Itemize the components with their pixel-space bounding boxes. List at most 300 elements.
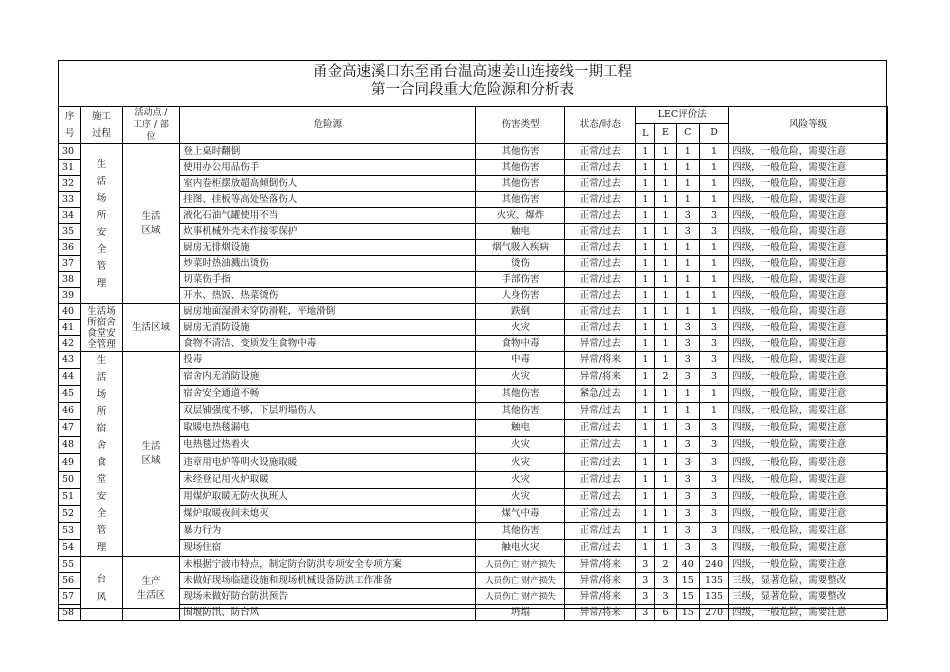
injury-type-cell: 火灾: [476, 471, 565, 488]
lec-d-cell: 1: [699, 160, 728, 176]
injury-type-cell: 其他伤害: [476, 403, 565, 420]
lec-c-cell: 15: [676, 573, 699, 589]
process-cell-line: 舍: [96, 440, 107, 451]
hazard-cell: 挂图、挂板等高处坠落伤人: [180, 192, 476, 208]
lec-e-cell: 1: [655, 505, 676, 522]
lec-d-cell: 3: [699, 420, 728, 437]
lec-e-cell: 1: [655, 522, 676, 539]
process-cell-line: 理: [96, 277, 107, 289]
state-cell: 正常/过去: [565, 304, 636, 320]
lec-c-cell: 15: [676, 589, 699, 605]
header-activity: 活动点 / 工序 / 部 位: [122, 107, 180, 144]
hazard-cell: 宿舍安全通道不畅: [180, 386, 476, 403]
lec-l-cell: 1: [636, 488, 655, 505]
lec-d-cell: 1: [699, 288, 728, 304]
process-cell-line: 宿: [96, 423, 107, 434]
table-row: [59, 539, 888, 556]
state-cell: 正常/过去: [565, 144, 636, 160]
lec-c-cell: 40: [676, 557, 699, 573]
lec-e-cell: 1: [655, 160, 676, 176]
lec-c-cell: 1: [676, 386, 699, 403]
row-number: 39: [59, 288, 81, 304]
lec-d-cell: 1: [699, 304, 728, 320]
lec-l-cell: 1: [636, 471, 655, 488]
table-row: [59, 160, 888, 176]
lec-c-cell: 1: [676, 403, 699, 420]
lec-l-cell: 1: [636, 256, 655, 272]
table-row: [59, 437, 888, 454]
row-number: 45: [59, 386, 81, 403]
row-number: 55: [59, 557, 81, 573]
lec-e-cell: 1: [655, 208, 676, 224]
hazard-cell: 炊事机械外壳未作接零保护: [180, 224, 476, 240]
table-row: [59, 420, 888, 437]
hazard-cell: 厨房地面湿滑未穿防滑鞋，平地滑倒: [180, 304, 476, 320]
table-row: [59, 256, 888, 272]
lec-l-cell: 1: [636, 208, 655, 224]
injury-type-cell: 中毒: [476, 352, 565, 369]
lec-l-cell: 3: [636, 573, 655, 589]
hazard-cell: 现场未做好防台防洪预告: [180, 589, 476, 605]
lec-c-cell: 1: [676, 240, 699, 256]
activity-area-cell-line: 生产: [141, 575, 161, 587]
risk-level-cell: 四级，一般危险，需要注意: [729, 454, 888, 471]
lec-e-cell: 1: [655, 144, 676, 160]
lec-c-cell: 3: [676, 336, 699, 352]
state-cell: 正常/过去: [565, 420, 636, 437]
row-number: 34: [59, 208, 81, 224]
lec-l-cell: 1: [636, 224, 655, 240]
table-row: [59, 589, 888, 605]
process-cell: [81, 304, 122, 352]
lec-c-cell: 1: [676, 256, 699, 272]
state-cell: 正常/过去: [565, 471, 636, 488]
process-cell-line: 管: [96, 525, 107, 536]
lec-l-cell: 1: [636, 240, 655, 256]
activity-area-cell-line: 生活: [141, 441, 161, 452]
row-number: 46: [59, 403, 81, 420]
risk-level-cell: 四级，一般危险，需要注意: [729, 224, 888, 240]
row-number: 32: [59, 176, 81, 192]
row-number: 37: [59, 256, 81, 272]
lec-e-cell: 6: [655, 605, 676, 621]
table-row: [59, 224, 888, 240]
lec-d-cell: 1: [699, 176, 728, 192]
activity-area-cell: 生活区域: [122, 304, 180, 352]
process-cell: [81, 144, 122, 304]
lec-e-cell: 3: [655, 573, 676, 589]
lec-l-cell: 1: [636, 403, 655, 420]
injury-type-cell: 煤气中毒: [476, 505, 565, 522]
hazard-cell: 双层铺强度不够，下层坍塌伤人: [180, 403, 476, 420]
lec-c-cell: 3: [676, 224, 699, 240]
table-row: [59, 505, 888, 522]
process-cell-line: 生: [96, 355, 107, 366]
lec-e-cell: 1: [655, 288, 676, 304]
lec-d-cell: 3: [699, 224, 728, 240]
risk-level-cell: 四级，一般危险，需要注意: [729, 208, 888, 224]
activity-area-cell-line: 生活: [141, 210, 161, 222]
row-number: 54: [59, 539, 81, 556]
table-row: [59, 144, 888, 160]
risk-level-cell: 四级，一般危险，需要注意: [729, 160, 888, 176]
lec-c-cell: 3: [676, 420, 699, 437]
risk-analysis-sheet: [58, 60, 887, 618]
lec-c-cell: 15: [676, 605, 699, 621]
risk-level-cell: 三级，显著危险，需要整改: [729, 573, 888, 589]
hazard-cell: 厨房无消防设施: [180, 320, 476, 336]
state-cell: 正常/过去: [565, 208, 636, 224]
injury-type-cell: 人员伤亡 财产损失: [476, 589, 565, 605]
process-cell-line: 生: [96, 158, 107, 170]
lec-l-cell: 1: [636, 288, 655, 304]
state-cell: 正常/过去: [565, 192, 636, 208]
lec-e-cell: 3: [655, 589, 676, 605]
risk-level-cell: 四级，一般危险，需要注意: [729, 539, 888, 556]
row-number: 52: [59, 505, 81, 522]
table-body: [59, 144, 888, 621]
lec-l-cell: 1: [636, 336, 655, 352]
state-cell: 异常/过去: [565, 336, 636, 352]
table-row: [59, 471, 888, 488]
state-cell: 正常/过去: [565, 505, 636, 522]
row-number: 51: [59, 488, 81, 505]
state-cell: 正常/过去: [565, 539, 636, 556]
row-number: 42: [59, 336, 81, 352]
state-cell: 正常/过去: [565, 240, 636, 256]
state-cell: 紧急/过去: [565, 386, 636, 403]
injury-type-cell: 触电火灾: [476, 539, 565, 556]
state-cell: 异常/将来: [565, 573, 636, 589]
state-cell: 异常/将来: [565, 369, 636, 386]
activity-area-cell: [122, 557, 180, 621]
state-cell: 正常/过去: [565, 256, 636, 272]
hazard-cell: 电热毯过热着火: [180, 437, 476, 454]
state-cell: 正常/过去: [565, 437, 636, 454]
table-row: [59, 208, 888, 224]
table-row: [59, 386, 888, 403]
risk-level-cell: 四级，一般危险，需要注意: [729, 144, 888, 160]
injury-type-cell: 其他伤害: [476, 144, 565, 160]
risk-level-cell: 四级，一般危险，需要注意: [729, 320, 888, 336]
state-cell: 正常/过去: [565, 454, 636, 471]
risk-level-cell: 四级，一般危险，需要注意: [729, 304, 888, 320]
risk-level-cell: 四级，一般危险，需要注意: [729, 336, 888, 352]
row-number: 30: [59, 144, 81, 160]
lec-e-cell: 1: [655, 437, 676, 454]
risk-level-cell: 四级，一般危险，需要注意: [729, 288, 888, 304]
lec-l-cell: 1: [636, 522, 655, 539]
row-number: 53: [59, 522, 81, 539]
lec-e-cell: 1: [655, 420, 676, 437]
lec-e-cell: 1: [655, 352, 676, 369]
lec-e-cell: 1: [655, 256, 676, 272]
row-number: 58: [59, 605, 81, 621]
injury-type-cell: 人员伤亡 财产损失: [476, 557, 565, 573]
lec-d-cell: 3: [699, 539, 728, 556]
risk-level-cell: 四级，一般危险，需要注意: [729, 471, 888, 488]
injury-type-cell: 火灾: [476, 437, 565, 454]
lec-c-cell: 1: [676, 144, 699, 160]
header-process: 施工 过程: [81, 107, 122, 144]
lec-c-cell: 3: [676, 437, 699, 454]
process-cell-line: 食堂安: [87, 327, 116, 339]
state-cell: 异常/将来: [565, 589, 636, 605]
process-cell-line: 全: [96, 508, 107, 519]
lec-e-cell: 1: [655, 471, 676, 488]
state-cell: 正常/过去: [565, 272, 636, 288]
hazard-table: [58, 106, 888, 621]
hazard-cell: 切菜伤手指: [180, 272, 476, 288]
state-cell: 异常/过去: [565, 403, 636, 420]
lec-l-cell: 3: [636, 605, 655, 621]
lec-c-cell: 3: [676, 208, 699, 224]
lec-c-cell: 3: [676, 320, 699, 336]
hazard-cell: 厨房无排烟设施: [180, 240, 476, 256]
process-cell-line: 理: [96, 542, 107, 553]
lec-d-cell: 1: [699, 144, 728, 160]
lec-d-cell: 3: [699, 454, 728, 471]
hazard-cell: 围堰防汛、防台风: [180, 605, 476, 621]
activity-area-cell-line: 生活区: [136, 589, 166, 601]
lec-l-cell: 1: [636, 192, 655, 208]
lec-e-cell: 1: [655, 386, 676, 403]
risk-level-cell: 四级，一般危险，需要注意: [729, 240, 888, 256]
injury-type-cell: 火灾: [476, 369, 565, 386]
hazard-cell: 室内卷柜摆放超高倾倒伤人: [180, 176, 476, 192]
risk-level-cell: 四级，一般危险，需要注意: [729, 369, 888, 386]
lec-c-cell: 1: [676, 304, 699, 320]
lec-c-cell: 1: [676, 160, 699, 176]
lec-c-cell: 3: [676, 352, 699, 369]
lec-d-cell: 3: [699, 522, 728, 539]
lec-e-cell: 1: [655, 336, 676, 352]
risk-level-cell: 四级，一般危险，需要注意: [729, 605, 888, 621]
lec-c-cell: 3: [676, 505, 699, 522]
process-cell: [81, 557, 122, 621]
lec-c-cell: 3: [676, 369, 699, 386]
process-cell-line: 活: [96, 175, 107, 187]
risk-level-cell: 四级，一般危险，需要注意: [729, 557, 888, 573]
lec-l-cell: 1: [636, 369, 655, 386]
injury-type-cell: 触电: [476, 420, 565, 437]
hazard-cell: 炒菜时热油溅出烫伤: [180, 256, 476, 272]
process-cell-line: 场: [96, 389, 107, 400]
lec-l-cell: 1: [636, 320, 655, 336]
process-cell-line: 场: [96, 192, 107, 204]
hazard-cell: 宿舍内无消防设施: [180, 369, 476, 386]
hazard-cell: 用煤炉取暖无防火执班人: [180, 488, 476, 505]
hazard-cell: 使用办公用品伤手: [180, 160, 476, 176]
lec-d-cell: 3: [699, 352, 728, 369]
hazard-cell: 未根据宁波市特点，制定防台防洪专项安全专项方案: [180, 557, 476, 573]
process-cell-line: 管: [96, 260, 107, 272]
injury-type-cell: 人身伤害: [476, 288, 565, 304]
state-cell: 异常/将来: [565, 557, 636, 573]
lec-e-cell: 1: [655, 304, 676, 320]
table-row: [59, 320, 888, 336]
lec-d-cell: 1: [699, 272, 728, 288]
injury-type-cell: 手部伤害: [476, 272, 565, 288]
sheet-subtitle: 第一合同段重大危险源和分析表: [371, 82, 574, 98]
lec-e-cell: 1: [655, 488, 676, 505]
process-cell-line: 堂: [96, 474, 107, 485]
injury-type-cell: 烟气吸入疾病: [476, 240, 565, 256]
lec-l-cell: 3: [636, 557, 655, 573]
lec-e-cell: 1: [655, 240, 676, 256]
injury-type-cell: 跌倒: [476, 304, 565, 320]
table-row: [59, 369, 888, 386]
lec-l-cell: 1: [636, 420, 655, 437]
header-state: 状态/时态: [565, 107, 636, 144]
injury-type-cell: 食物中毒: [476, 336, 565, 352]
risk-level-cell: 四级，一般危险，需要注意: [729, 272, 888, 288]
risk-level-cell: 四级，一般危险，需要注意: [729, 522, 888, 539]
lec-l-cell: 1: [636, 352, 655, 369]
lec-e-cell: 1: [655, 454, 676, 471]
row-number: 44: [59, 369, 81, 386]
lec-l-cell: 1: [636, 272, 655, 288]
lec-d-cell: 240: [699, 557, 728, 573]
lec-d-cell: 135: [699, 573, 728, 589]
lec-e-cell: 1: [655, 539, 676, 556]
hazard-cell: 暴力行为: [180, 522, 476, 539]
lec-c-cell: 1: [676, 176, 699, 192]
lec-c-cell: 3: [676, 539, 699, 556]
header-l: L: [636, 123, 655, 143]
lec-l-cell: 1: [636, 144, 655, 160]
injury-type-cell: 其他伤害: [476, 160, 565, 176]
table-row: [59, 573, 888, 589]
header-d: D: [699, 123, 728, 143]
lec-d-cell: 3: [699, 505, 728, 522]
row-number: 40: [59, 304, 81, 320]
injury-type-cell: 其他伤害: [476, 192, 565, 208]
process-cell-line: 生活场: [87, 305, 116, 317]
lec-l-cell: 1: [636, 160, 655, 176]
lec-d-cell: 270: [699, 605, 728, 621]
header-injury: 伤害类型: [476, 107, 565, 144]
lec-d-cell: 3: [699, 471, 728, 488]
state-cell: 正常/过去: [565, 320, 636, 336]
header-c: C: [676, 123, 699, 143]
state-cell: 正常/过去: [565, 224, 636, 240]
lec-e-cell: 2: [655, 557, 676, 573]
lec-c-cell: 1: [676, 272, 699, 288]
row-number: 56: [59, 573, 81, 589]
row-number: 47: [59, 420, 81, 437]
injury-type-cell: 人员伤亡 财产损失: [476, 573, 565, 589]
table-row: [59, 288, 888, 304]
injury-type-cell: 其他伤害: [476, 176, 565, 192]
row-number: 50: [59, 471, 81, 488]
sheet-title-block: [59, 61, 886, 106]
hazard-cell: 登上桌时翻倒: [180, 144, 476, 160]
injury-type-cell: 火灾: [476, 488, 565, 505]
lec-d-cell: 3: [699, 488, 728, 505]
process-cell: [81, 352, 122, 557]
activity-area-cell-line: 区域: [141, 455, 161, 466]
hazard-cell: 取暖电热毯漏电: [180, 420, 476, 437]
lec-e-cell: 1: [655, 272, 676, 288]
table-row: [59, 352, 888, 369]
state-cell: 正常/过去: [565, 160, 636, 176]
table-row: [59, 454, 888, 471]
hazard-cell: 煤炉取暖夜间未熄灭: [180, 505, 476, 522]
table-row: [59, 176, 888, 192]
lec-d-cell: 3: [699, 208, 728, 224]
lec-e-cell: 1: [655, 320, 676, 336]
lec-l-cell: 1: [636, 437, 655, 454]
row-number: 36: [59, 240, 81, 256]
lec-d-cell: 3: [699, 336, 728, 352]
row-number: 38: [59, 272, 81, 288]
lec-d-cell: 135: [699, 589, 728, 605]
row-number: 57: [59, 589, 81, 605]
risk-level-cell: 四级，一般危险，需要注意: [729, 256, 888, 272]
process-cell-line: 台: [96, 573, 107, 585]
lec-d-cell: 3: [699, 437, 728, 454]
table-row: [59, 488, 888, 505]
header-e: E: [655, 123, 676, 143]
lec-l-cell: 1: [636, 505, 655, 522]
activity-area-cell: [122, 144, 180, 304]
row-number: 35: [59, 224, 81, 240]
header-risk: 风险等级: [729, 107, 888, 144]
header-seq: 序 号: [59, 107, 81, 144]
risk-level-cell: 四级，一般危险，需要注意: [729, 488, 888, 505]
injury-type-cell: 触电: [476, 224, 565, 240]
activity-area-cell-line: 区域: [141, 224, 161, 236]
process-cell-line: 全管理: [87, 338, 116, 350]
header-lec: LEC评价法: [636, 107, 729, 124]
lec-c-cell: 3: [676, 471, 699, 488]
row-number: 43: [59, 352, 81, 369]
lec-c-cell: 3: [676, 488, 699, 505]
injury-type-cell: 其他伤害: [476, 386, 565, 403]
lec-e-cell: 1: [655, 403, 676, 420]
lec-e-cell: 1: [655, 192, 676, 208]
injury-type-cell: 火灾、爆炸: [476, 208, 565, 224]
lec-e-cell: 1: [655, 176, 676, 192]
risk-level-cell: 四级，一般危险，需要注意: [729, 386, 888, 403]
table-row: [59, 272, 888, 288]
lec-l-cell: 1: [636, 454, 655, 471]
state-cell: 正常/过去: [565, 288, 636, 304]
risk-level-cell: 四级，一般危险，需要注意: [729, 192, 888, 208]
hazard-cell: 未做好现场临建设施和现场机械设备防洪工作准备: [180, 573, 476, 589]
risk-level-cell: 四级，一般危险，需要注意: [729, 352, 888, 369]
state-cell: 正常/过去: [565, 522, 636, 539]
state-cell: 异常/将来: [565, 605, 636, 621]
row-number: 49: [59, 454, 81, 471]
risk-level-cell: 四级，一般危险，需要注意: [729, 505, 888, 522]
hazard-cell: 开水、热饭、热菜烫伤: [180, 288, 476, 304]
state-cell: 异常/将来: [565, 352, 636, 369]
lec-l-cell: 1: [636, 304, 655, 320]
risk-level-cell: 三级，显著危险，需要整改: [729, 589, 888, 605]
hazard-cell: 未经登记用火炉取暖: [180, 471, 476, 488]
lec-d-cell: 1: [699, 240, 728, 256]
process-cell-line: 安: [96, 491, 107, 502]
table-row: [59, 557, 888, 573]
row-number: 33: [59, 192, 81, 208]
risk-level-cell: 四级，一般危险，需要注意: [729, 437, 888, 454]
risk-level-cell: 四级，一般危险，需要注意: [729, 176, 888, 192]
lec-d-cell: 3: [699, 369, 728, 386]
row-number: 48: [59, 437, 81, 454]
injury-type-cell: 其他伤害: [476, 522, 565, 539]
